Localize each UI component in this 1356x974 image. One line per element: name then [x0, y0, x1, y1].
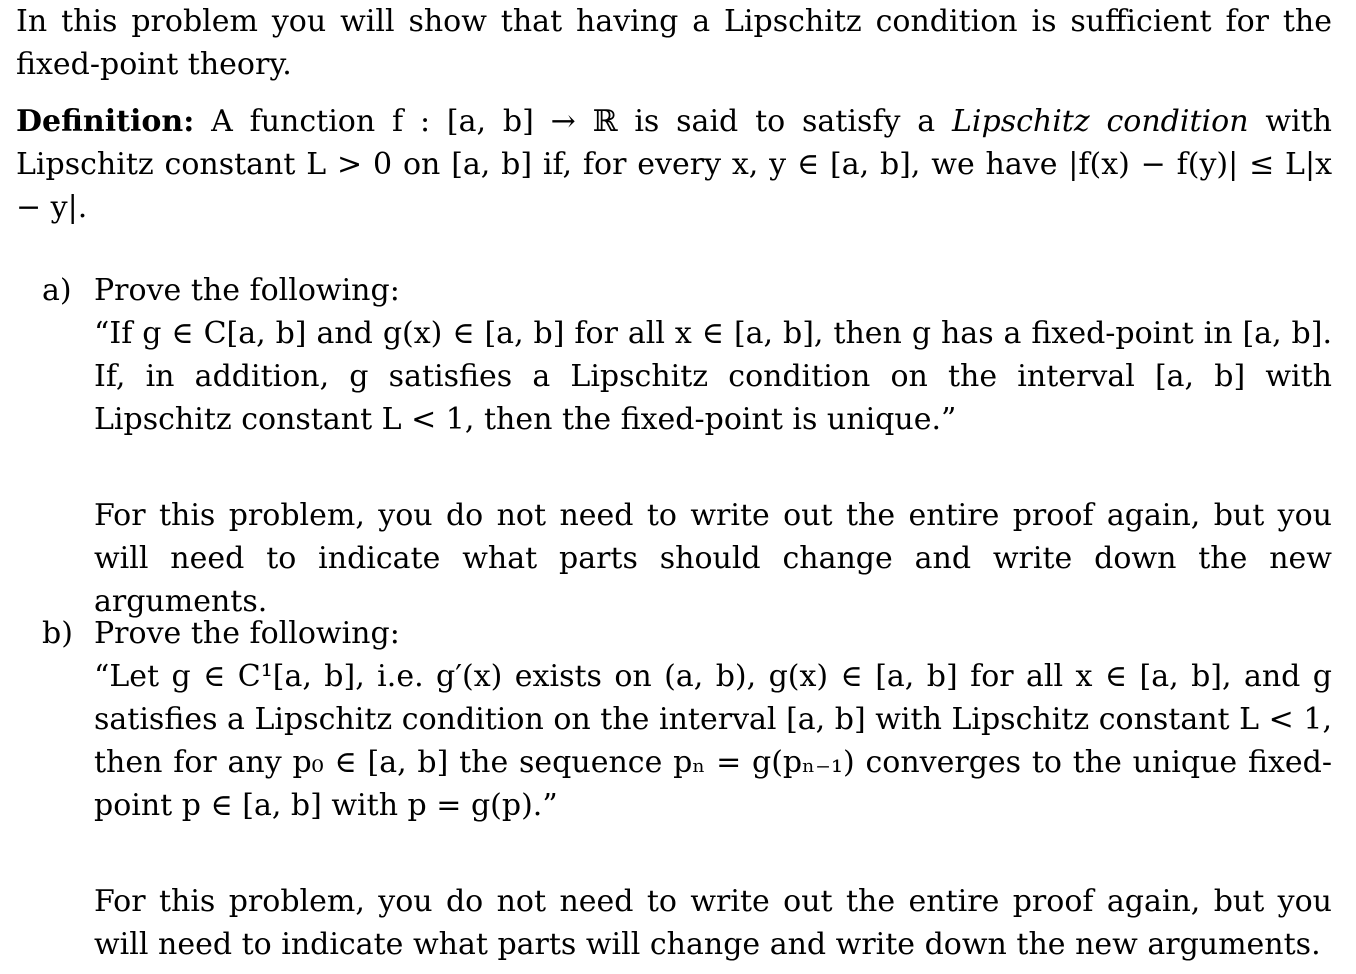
definition-label: Definition: — [16, 104, 195, 139]
intro-paragraph: In this problem you will show that having a Lipschitz condition is sufficient for the fixed-point theory. — [16, 4, 1332, 82]
definition-paragraph — [16, 100, 1332, 229]
part-b-note: For this problem, you do not need to write out the entire proof again, but you will need to indicate what parts will change and write down the new arguments. — [94, 884, 1332, 962]
part-a-label: a) — [42, 273, 72, 308]
part-b-statement: “Let g ∈ C¹[a, b], i.e. g′(x) exists on (a, b), g(x) ∈ [a, b] for all x ∈ [a, b], and g satisfies a Lipschitz condition on the interval [a, b] with Lipschitz constant L < 1, then for any p₀ ∈ [a, b] the sequence pₙ = g(pₙ₋₁) converges to the unique fixed-point p ∈ [a, b] with p = g(p).” — [94, 659, 1332, 823]
definition-text-post: with Lipschitz constant L > 0 on [a, b] if, for every x, y ∈ [a, b], we have |f(x) − f(y)| ≤ L|x − y|. — [16, 104, 1332, 225]
part-b-lead: Prove the following: — [94, 616, 400, 651]
part-a-lead: Prove the following: — [94, 273, 400, 308]
part-b-body — [94, 612, 1332, 827]
part-a-body — [94, 269, 1332, 441]
part-a-statement: “If g ∈ C[a, b] and g(x) ∈ [a, b] for all x ∈ [a, b], then g has a fixed-point in [a, b]. If, in addition, g satisfies a Lipschitz condition on the interval [a, b] with Lipschitz constant L < 1, then the fixed-point is unique.” — [94, 316, 1332, 437]
part-b-label: b) — [42, 616, 73, 651]
part-b — [16, 612, 1332, 827]
part-a-note: For this problem, you do not need to write out the entire proof again, but you will need to indicate what parts should change and write down the new arguments. — [94, 498, 1332, 619]
definition-text-pre: A function f : [a, b] → ℝ is said to satisfy a — [194, 104, 952, 139]
part-a — [16, 269, 1332, 441]
definition-term: Lipschitz condition — [951, 104, 1249, 139]
